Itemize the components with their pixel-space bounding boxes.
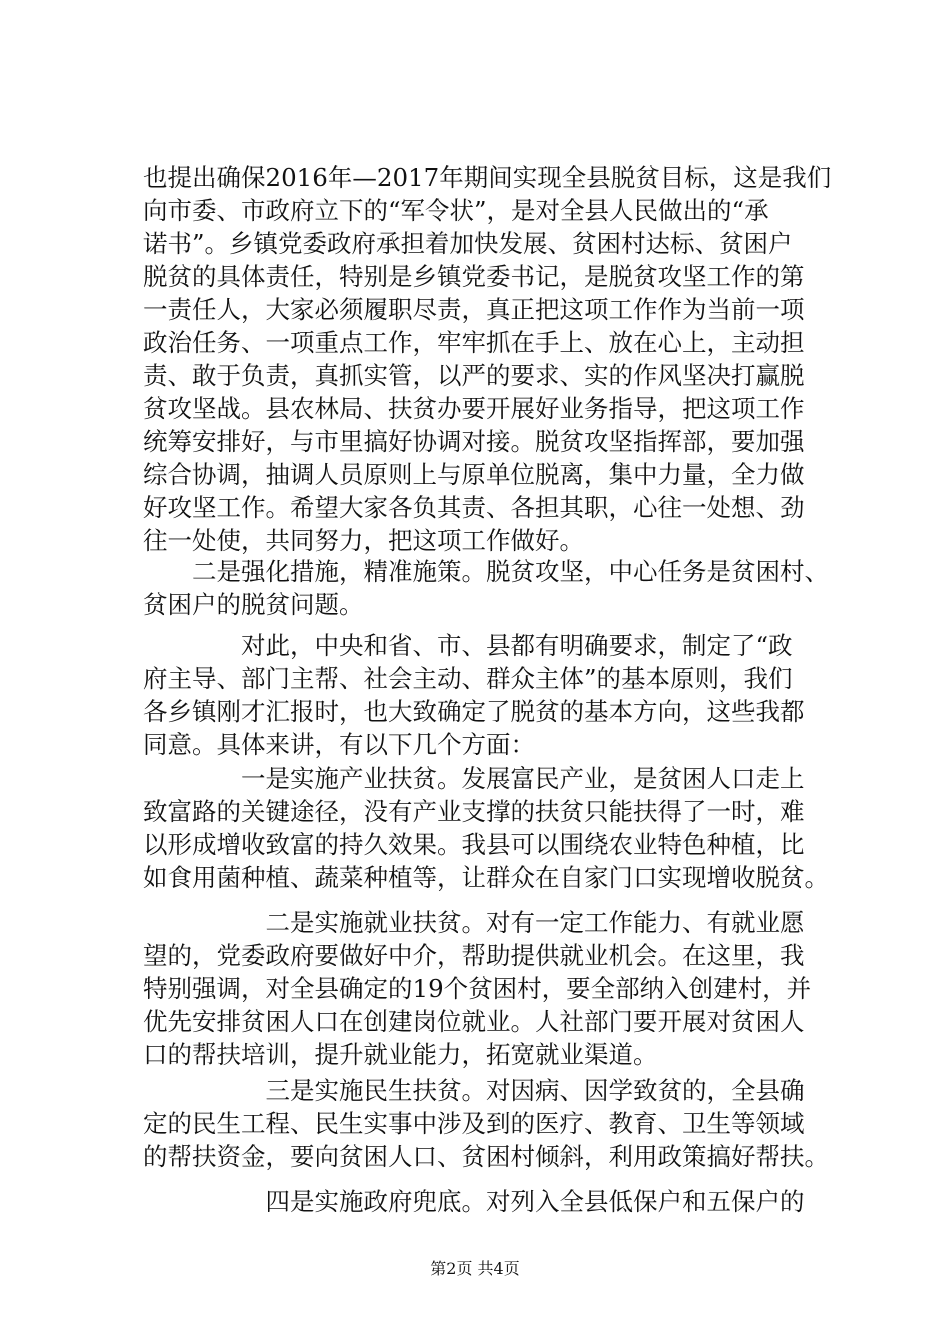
text-line: 如食用菌种植、蔬菜种植等，让群众在自家门口实现增收脱贫。 [143,863,829,892]
text-line: 同意。具体来讲，有以下几个方面： [143,730,535,759]
text-line: 以形成增收致富的持久效果。我县可以围绕农业特色种植，比 [143,830,805,859]
text-line: 诺书”。乡镇党委政府承担着加快发展、贫困村达标、贫困户 [143,229,793,258]
text-line: 的帮扶资金，要向贫困人口、贫困村倾斜，利用政策搞好帮扶。 [143,1142,829,1171]
text-line: 致富路的关键途径，没有产业支撑的扶贫只能扶得了一时，难 [143,797,805,826]
text-line: 二是强化措施，精准施策。脱贫攻坚，中心任务是贫困村、 [143,557,829,586]
text-line: 贫困户的脱贫问题。 [143,590,364,619]
text-line: 一责任人，大家必须履职尽责，真正把这项工作作为当前一项 [143,295,805,324]
text-line: 好攻坚工作。希望大家各负其责、各担其职，心往一处想、劲 [143,493,805,522]
text-line: 往一处使，共同努力，把这项工作做好。 [143,526,584,555]
text-line: 脱贫的具体责任，特别是乡镇党委书记，是脱贫攻坚工作的第 [143,262,805,291]
text-line: 特别强调，对全县确定的19个贫困村，要全部纳入创建村，并 [143,974,812,1003]
page-number-footer: 第2页 共4页 [430,1259,520,1278]
text-line: 责、敢于负责，真抓实管，以严的要求、实的作风坚决打赢脱 [143,361,805,390]
text-line: 望的，党委政府要做好中介，帮助提供就业机会。在这里，我 [143,941,805,970]
text-line: 一是实施产业扶贫。发展富民产业，是贫困人口走上 [143,764,805,793]
text-line: 对此，中央和省、市、县都有明确要求，制定了“政 [143,631,793,660]
text-line: 优先安排贫困人口在创建岗位就业。人社部门要开展对贫困人 [143,1007,805,1036]
text-line: 也提出确保2016年—2017年期间实现全县脱贫目标，这是我们 [143,163,832,192]
text-line: 各乡镇刚才汇报时，也大致确定了脱贫的基本方向，这些我都 [143,697,805,726]
text-line: 府主导、部门主帮、社会主动、群众主体”的基本原则，我们 [143,664,793,693]
text-line: 三是实施民生扶贫。对因病、因学致贫的，全县确 [143,1076,805,1105]
text-line: 贫攻坚战。县农林局、扶贫办要开展好业务指导，把这项工作 [143,394,805,423]
text-line: 政治任务、一项重点工作，牢牢抓在手上、放在心上，主动担 [143,328,805,357]
text-line: 向市委、市政府立下的“军令状”，是对全县人民做出的“承 [143,196,769,225]
text-line: 统筹安排好，与市里搞好协调对接。脱贫攻坚指挥部，要加强 [143,427,805,456]
text-line: 定的民生工程、民生实事中涉及到的医疗、教育、卫生等领域 [143,1109,805,1138]
text-line: 二是实施就业扶贫。对有一定工作能力、有就业愿 [143,908,805,937]
text-line: 四是实施政府兜底。对列入全县低保户和五保户的 [143,1187,805,1216]
text-line: 口的帮扶培训，提升就业能力，拓宽就业渠道。 [143,1040,658,1069]
text-line: 综合协调，抽调人员原则上与原单位脱离，集中力量，全力做 [143,460,805,489]
